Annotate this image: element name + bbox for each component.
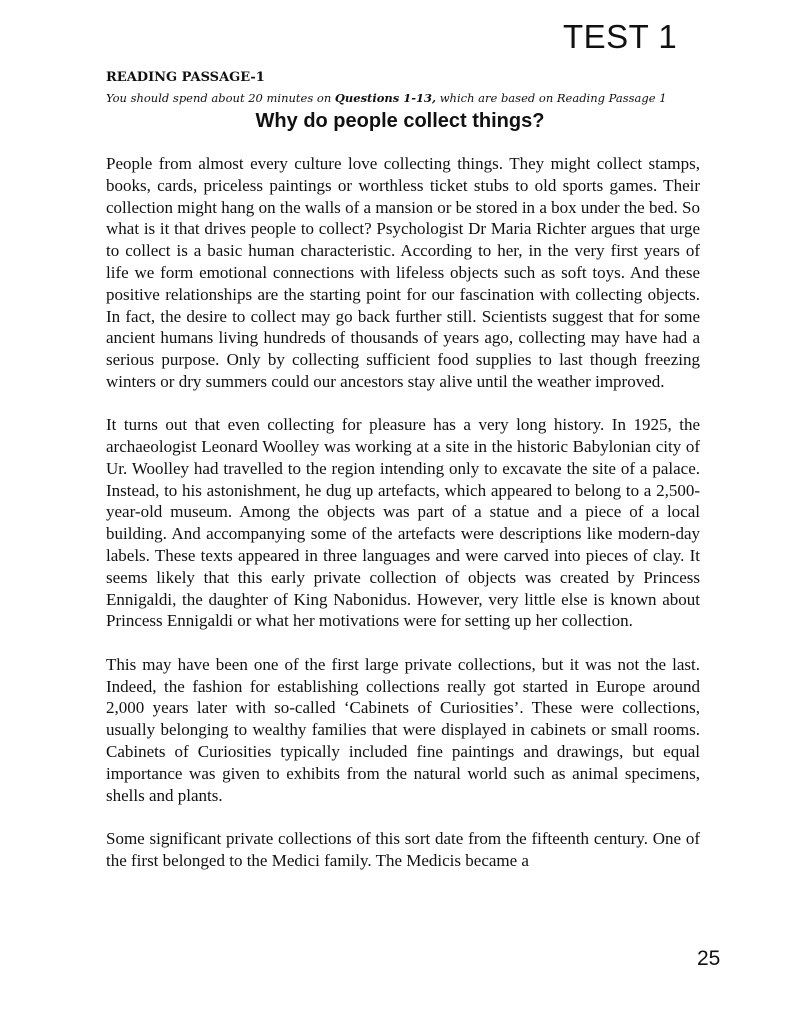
test-heading: TEST 1 (563, 18, 678, 55)
instruction-questions-range: Questions 1-13, (334, 91, 437, 105)
passage-instruction (106, 91, 718, 105)
paragraph-4: Some significant private collections of this sort date from the fifteenth century. One of the first belonged to the Medici family. The Medicis became a (106, 828, 700, 870)
passage-body (106, 153, 700, 893)
paragraph-2: It turns out that even collecting for pleasure has a very long history. In 1925, the archaeologist Leonard Woolley was working at a site in the historic Babylonian city of Ur. Woolley had travelled to the region intending only to excavate the site of a palace. Instead, to his astonishment, he dug up artefacts, which appeared to belong to a 2,500- year-old museum. Among the objects was part of a statue and a piece of a local building. And accompanying some of the artefacts were descriptions like modern-day labels. These texts appeared in three languages and were carved into pieces of clay. It seems likely that this early private collection of objects was created by Princess Ennigaldi, the daughter of King Nabonidus. However, very little else is known about Princess Ennigaldi or what her motivations were for setting up her collection. (106, 415, 700, 631)
passage-title: Why do people collect things? (255, 110, 545, 132)
page-number: 25 (697, 947, 721, 970)
paragraph-1: People from almost every culture love collecting things. They might collect stamps, books, cards, priceless paintings or worthless ticket stubs to old sports games. Their collection might hang on the walls of a mansion or be stored in a box under the bed. So what is it that drives people to collect? Psychologist Dr Maria Richter argues that urge to collect is a basic human characteristic. According to her, in the very first years of life we form emotional connections with lifeless objects such as soft toys. And these positive relationships are the starting point for our fascination with collecting objects. In fact, the desire to collect may go back further still. Scientists suggest that for some ancient humans living hundreds of thousands of years ago, collecting may have had a serious purpose. Only by collecting sufficient food supplies to last though freezing winters or dry summers could our ancestors stay alive until the weather improved. (106, 154, 700, 391)
instruction-text-start: You should spend about 20 minutes on (106, 91, 335, 105)
passage-label: READING PASSAGE-1 (106, 70, 265, 85)
instruction-text-end: which are based on Reading Passage 1 (436, 91, 667, 105)
paragraph-3: This may have been one of the first large private collections, but it was not the last. Indeed, the fashion for establishing collections really got started in Europe around 2,000 years later with so-called ‘Cabinets of Curiosities’. These were collections, usually belonging to wealthy families that were displayed in cabinets or small rooms. Cabinets of Curiosities typically included fine paintings and drawings, but equal importance was given to exhibits from the natural world such as animal specimens, shells and plants. (106, 654, 700, 805)
